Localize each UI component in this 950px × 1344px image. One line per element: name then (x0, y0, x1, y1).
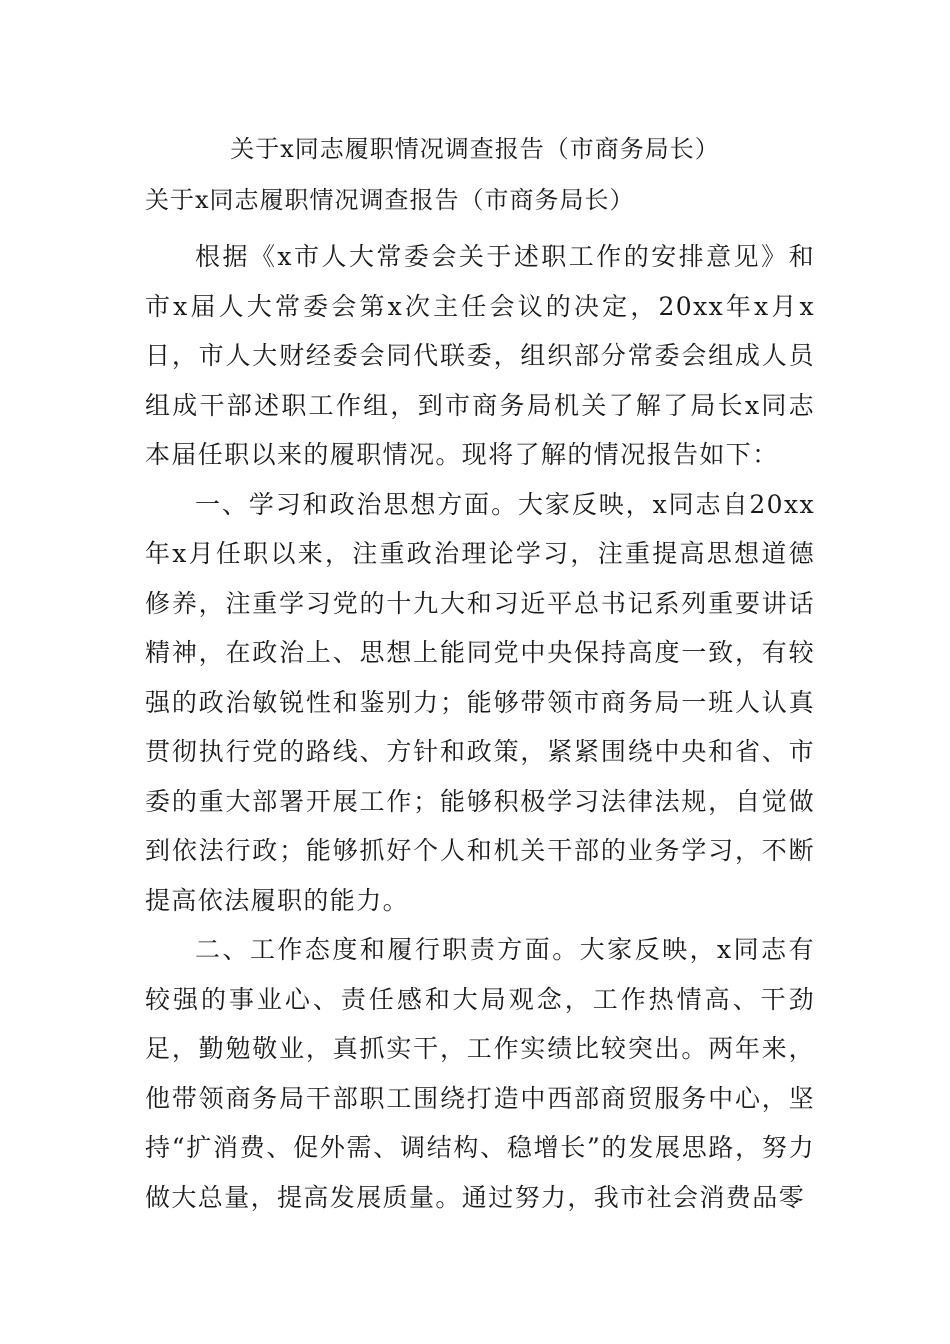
paragraph-intro: 根据《x市人大常委会关于述职工作的安排意见》和市x届人大常委会第x次主任会议的决定，20xx年x月x日，市人大财经委会同代联委，组织部分常委会组成人员组成干部述职工作组，到市商务局机关了解了局长x同志本届任职以来的履职情况。现将了解的情况报告如下： (145, 242, 815, 469)
paragraph-work-duties: 二、工作态度和履行职责方面。大家反映，x同志有较强的事业心、责任感和大局观念，工作热情高、干劲足，勤勉敬业，真抓实干，工作实绩比较突出。两年来，他带领商务局干部职工围绕打造中西部商贸服务中心，坚持“扩消费、促外需、调结构、稳增长”的发展思路，努力做大总量，提高发展质量。通过努力，我市社会消费品零 (145, 935, 815, 1212)
document-subtitle: 关于x同志履职情况调查报告（市商务局长） (145, 186, 635, 214)
document-body (145, 232, 815, 1222)
document-title: 关于x同志履职情况调查报告（市商务局长） (230, 135, 720, 163)
paragraph-study-politics: 一、学习和政治思想方面。大家反映，x同志自20xx年x月任职以来，注重政治理论学习，注重提高思想道德修养，注重学习党的十九大和习近平总书记系列重要讲话精神，在政治上、思想上能同党中央保持高度一致，有较强的政治敏锐性和鉴别力；能够带领市商务局一班人认真贯彻执行党的路线、方针和政策，紧紧围绕中央和省、市委的重大部署开展工作；能够积极学习法律法规，自觉做到依法行政；能够抓好个人和机关干部的业务学习，不断提高依法履职的能力。 (145, 489, 815, 915)
